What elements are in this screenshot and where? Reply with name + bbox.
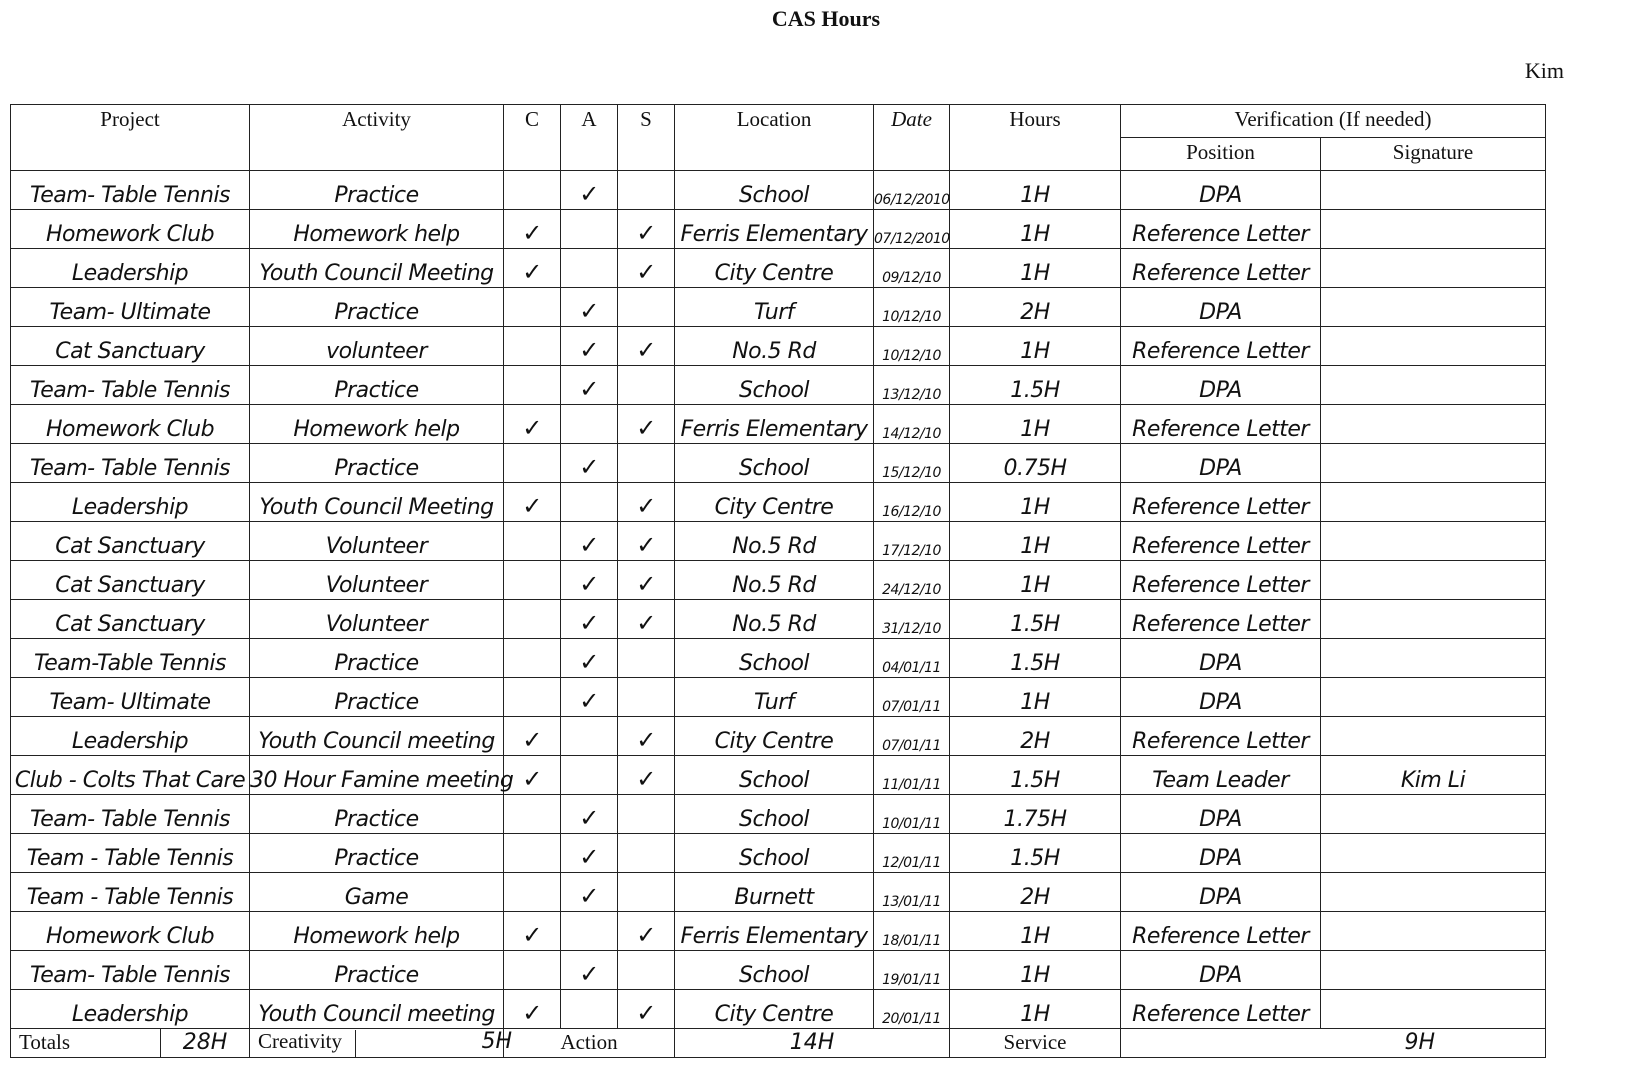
date-cell: 18/01/11	[874, 912, 950, 951]
creativity-check	[504, 600, 561, 639]
activity-cell: Volunteer	[250, 600, 504, 639]
header-location: Location	[675, 105, 874, 171]
location-cell: City Centre	[675, 249, 874, 288]
position-cell: Reference Letter	[1121, 405, 1321, 444]
hours-cell: 1H	[950, 171, 1121, 210]
signature-cell	[1321, 639, 1546, 678]
project-cell: Leadership	[11, 483, 250, 522]
activity-cell: Game	[250, 873, 504, 912]
creativity-label: Creativity	[258, 1029, 342, 1053]
hours-cell: 1H	[950, 405, 1121, 444]
hours-cell: 1H	[950, 522, 1121, 561]
date-cell: 12/01/11	[874, 834, 950, 873]
project-cell: Cat Sanctuary	[11, 522, 250, 561]
position-cell: DPA	[1121, 795, 1321, 834]
signature-cell	[1321, 678, 1546, 717]
table-row	[11, 834, 1546, 873]
header-position: Position	[1121, 138, 1321, 171]
hours-cell: 1.5H	[950, 366, 1121, 405]
hours-cell: 1H	[950, 678, 1121, 717]
signature-cell	[1321, 522, 1546, 561]
project-cell: Leadership	[11, 990, 250, 1029]
service-check	[618, 444, 675, 483]
activity-cell: Volunteer	[250, 561, 504, 600]
position-cell: Reference Letter	[1121, 210, 1321, 249]
activity-cell: Practice	[250, 288, 504, 327]
table-row	[11, 990, 1546, 1029]
date-cell: 13/01/11	[874, 873, 950, 912]
action-check	[561, 483, 618, 522]
date-cell: 15/12/10	[874, 444, 950, 483]
service-check	[618, 834, 675, 873]
action-check	[561, 249, 618, 288]
creativity-check	[504, 951, 561, 990]
action-check: ✓	[561, 600, 618, 639]
location-cell: School	[675, 639, 874, 678]
position-cell: DPA	[1121, 951, 1321, 990]
creativity-value: 5H	[481, 1029, 513, 1054]
location-cell: School	[675, 951, 874, 990]
position-cell: Team Leader	[1121, 756, 1321, 795]
action-check: ✓	[561, 834, 618, 873]
position-cell: Reference Letter	[1121, 912, 1321, 951]
hours-cell: 0.75H	[950, 444, 1121, 483]
hours-cell: 1.5H	[950, 834, 1121, 873]
position-cell: DPA	[1121, 366, 1321, 405]
location-cell: No.5 Rd	[675, 600, 874, 639]
date-cell: 07/12/2010	[874, 210, 950, 249]
activity-cell: 30 Hour Famine meeting	[250, 756, 504, 795]
activity-cell: Practice	[250, 639, 504, 678]
location-cell: No.5 Rd	[675, 561, 874, 600]
position-cell: DPA	[1121, 639, 1321, 678]
activity-cell: Practice	[250, 678, 504, 717]
action-check: ✓	[561, 639, 618, 678]
hours-cell: 1H	[950, 483, 1121, 522]
hours-cell: 1.5H	[950, 639, 1121, 678]
creativity-check	[504, 171, 561, 210]
table-row	[11, 873, 1546, 912]
table-row	[11, 717, 1546, 756]
position-cell: Reference Letter	[1121, 717, 1321, 756]
location-cell: School	[675, 795, 874, 834]
project-cell: Team - Table Tennis	[11, 873, 250, 912]
location-cell: City Centre	[675, 990, 874, 1029]
location-cell: Burnett	[675, 873, 874, 912]
hours-cell: 1H	[950, 561, 1121, 600]
signature-cell	[1321, 327, 1546, 366]
action-check	[561, 756, 618, 795]
student-name: Kim	[1524, 58, 1564, 83]
position-cell: Reference Letter	[1121, 990, 1321, 1029]
project-cell: Team- Table Tennis	[11, 951, 250, 990]
table-row	[11, 756, 1546, 795]
project-cell: Team - Table Tennis	[11, 834, 250, 873]
table-row	[11, 561, 1546, 600]
service-check: ✓	[618, 600, 675, 639]
table-row	[11, 678, 1546, 717]
creativity-check	[504, 444, 561, 483]
location-cell: No.5 Rd	[675, 327, 874, 366]
header-verification: Verification (If needed)	[1121, 105, 1546, 138]
hours-cell: 1.75H	[950, 795, 1121, 834]
date-cell: 04/01/11	[874, 639, 950, 678]
table-body	[11, 171, 1546, 1029]
signature-cell	[1321, 990, 1546, 1029]
location-cell: Turf	[675, 678, 874, 717]
signature-cell	[1321, 444, 1546, 483]
location-cell: School	[675, 444, 874, 483]
hours-cell: 1H	[950, 990, 1121, 1029]
service-check: ✓	[618, 717, 675, 756]
service-check: ✓	[618, 327, 675, 366]
table-row	[11, 522, 1546, 561]
date-cell: 07/01/11	[874, 678, 950, 717]
table-row	[11, 444, 1546, 483]
activity-cell: Youth Council Meeting	[250, 249, 504, 288]
date-cell: 17/12/10	[874, 522, 950, 561]
table-row	[11, 483, 1546, 522]
date-cell: 10/12/10	[874, 327, 950, 366]
signature-cell	[1321, 951, 1546, 990]
creativity-check	[504, 288, 561, 327]
action-check	[561, 912, 618, 951]
creativity-check: ✓	[504, 912, 561, 951]
service-check: ✓	[618, 405, 675, 444]
activity-cell: volunteer	[250, 327, 504, 366]
table-row	[11, 405, 1546, 444]
table-row	[11, 600, 1546, 639]
signature-cell	[1321, 288, 1546, 327]
activity-cell: Homework help	[250, 405, 504, 444]
hours-cell: 1H	[950, 951, 1121, 990]
service-check	[618, 873, 675, 912]
signature-cell: Kim Li	[1321, 756, 1546, 795]
activity-cell: Practice	[250, 834, 504, 873]
date-cell: 19/01/11	[874, 951, 950, 990]
activity-cell: Homework help	[250, 210, 504, 249]
creativity-check: ✓	[504, 990, 561, 1029]
location-cell: School	[675, 366, 874, 405]
hours-cell: 1H	[950, 327, 1121, 366]
date-cell: 31/12/10	[874, 600, 950, 639]
hours-cell: 1H	[950, 210, 1121, 249]
position-cell: Reference Letter	[1121, 561, 1321, 600]
signature-cell	[1321, 405, 1546, 444]
table-row	[11, 327, 1546, 366]
location-cell: School	[675, 756, 874, 795]
project-cell: Homework Club	[11, 210, 250, 249]
service-check: ✓	[618, 756, 675, 795]
service-check	[618, 951, 675, 990]
date-cell: 06/12/2010	[874, 171, 950, 210]
action-value: 14H	[675, 1029, 950, 1058]
signature-cell	[1321, 561, 1546, 600]
table-row	[11, 912, 1546, 951]
action-check: ✓	[561, 951, 618, 990]
hours-cell: 2H	[950, 873, 1121, 912]
project-cell: Cat Sanctuary	[11, 561, 250, 600]
header-action: A	[561, 105, 618, 171]
action-check: ✓	[561, 795, 618, 834]
date-cell: 10/01/11	[874, 795, 950, 834]
signature-cell	[1321, 249, 1546, 288]
service-check	[618, 795, 675, 834]
date-cell: 11/01/11	[874, 756, 950, 795]
service-check	[618, 171, 675, 210]
position-cell: DPA	[1121, 834, 1321, 873]
activity-cell: Youth Council Meeting	[250, 483, 504, 522]
project-cell: Club - Colts That Care	[11, 756, 250, 795]
table-row	[11, 366, 1546, 405]
creativity-total	[250, 1029, 513, 1058]
signature-cell	[1321, 210, 1546, 249]
creativity-check: ✓	[504, 249, 561, 288]
location-cell: City Centre	[675, 483, 874, 522]
service-check: ✓	[618, 522, 675, 561]
creativity-check	[504, 834, 561, 873]
signature-cell	[1321, 873, 1546, 912]
project-cell: Team- Ultimate	[11, 288, 250, 327]
action-check	[561, 717, 618, 756]
signature-cell	[1321, 171, 1546, 210]
action-label: Action	[504, 1029, 675, 1058]
project-cell: Cat Sanctuary	[11, 327, 250, 366]
creativity-check: ✓	[504, 210, 561, 249]
location-cell: School	[675, 171, 874, 210]
creativity-check	[504, 522, 561, 561]
project-cell: Homework Club	[11, 405, 250, 444]
hours-cell: 1.5H	[950, 756, 1121, 795]
activity-cell: Practice	[250, 366, 504, 405]
project-cell: Team- Ultimate	[11, 678, 250, 717]
table-row	[11, 639, 1546, 678]
hours-cell: 2H	[950, 717, 1121, 756]
service-check: ✓	[618, 483, 675, 522]
header-project: Project	[11, 105, 250, 171]
table-row	[11, 249, 1546, 288]
position-cell: Reference Letter	[1121, 522, 1321, 561]
table-row	[11, 795, 1546, 834]
project-cell: Leadership	[11, 249, 250, 288]
service-check	[618, 366, 675, 405]
project-cell: Team- Table Tennis	[11, 171, 250, 210]
service-label: Service	[950, 1029, 1121, 1058]
position-cell: DPA	[1121, 288, 1321, 327]
date-cell: 10/12/10	[874, 288, 950, 327]
creativity-check	[504, 366, 561, 405]
table-row	[11, 288, 1546, 327]
header-creativity: C	[504, 105, 561, 171]
signature-cell	[1321, 600, 1546, 639]
date-cell: 07/01/11	[874, 717, 950, 756]
date-cell: 20/01/11	[874, 990, 950, 1029]
hours-cell: 1H	[950, 249, 1121, 288]
service-value: 9H	[1121, 1029, 1546, 1058]
creativity-check	[504, 873, 561, 912]
position-cell: Reference Letter	[1121, 249, 1321, 288]
signature-cell	[1321, 795, 1546, 834]
date-cell: 16/12/10	[874, 483, 950, 522]
action-check: ✓	[561, 366, 618, 405]
action-check: ✓	[561, 171, 618, 210]
project-cell: Leadership	[11, 717, 250, 756]
action-check: ✓	[561, 561, 618, 600]
action-check: ✓	[561, 873, 618, 912]
hours-cell: 1H	[950, 912, 1121, 951]
activity-cell: Practice	[250, 795, 504, 834]
action-check: ✓	[561, 444, 618, 483]
position-cell: DPA	[1121, 873, 1321, 912]
activity-cell: Practice	[250, 951, 504, 990]
hours-cell: 1.5H	[950, 600, 1121, 639]
service-check: ✓	[618, 249, 675, 288]
page-title: CAS Hours	[771, 6, 881, 31]
hours-cell: 2H	[950, 288, 1121, 327]
activity-cell: Youth Council meeting	[250, 990, 504, 1029]
location-cell: Ferris Elementary	[675, 210, 874, 249]
project-cell: Homework Club	[11, 912, 250, 951]
creativity-check: ✓	[504, 717, 561, 756]
action-check: ✓	[561, 288, 618, 327]
project-cell: Team- Table Tennis	[11, 366, 250, 405]
action-check	[561, 990, 618, 1029]
header-activity: Activity	[250, 105, 504, 171]
action-check: ✓	[561, 678, 618, 717]
creativity-check	[504, 795, 561, 834]
creativity-check	[504, 639, 561, 678]
service-check: ✓	[618, 210, 675, 249]
header-hours: Hours	[950, 105, 1121, 171]
activity-cell: Homework help	[250, 912, 504, 951]
table-row	[11, 210, 1546, 249]
position-cell: Reference Letter	[1121, 483, 1321, 522]
service-check	[618, 288, 675, 327]
position-cell: DPA	[1121, 171, 1321, 210]
position-cell: DPA	[1121, 444, 1321, 483]
totals-row	[11, 1029, 1546, 1058]
creativity-check: ✓	[504, 405, 561, 444]
creativity-check	[504, 561, 561, 600]
action-check	[561, 210, 618, 249]
position-cell: Reference Letter	[1121, 600, 1321, 639]
table-row	[11, 171, 1546, 210]
creativity-check	[504, 327, 561, 366]
creativity-check	[504, 678, 561, 717]
service-check: ✓	[618, 990, 675, 1029]
location-cell: City Centre	[675, 717, 874, 756]
location-cell: Turf	[675, 288, 874, 327]
date-cell: 24/12/10	[874, 561, 950, 600]
table-row	[11, 951, 1546, 990]
service-check: ✓	[618, 561, 675, 600]
project-cell: Team- Table Tennis	[11, 444, 250, 483]
date-cell: 14/12/10	[874, 405, 950, 444]
signature-cell	[1321, 483, 1546, 522]
position-cell: Reference Letter	[1121, 327, 1321, 366]
header-date: Date	[874, 105, 950, 171]
location-cell: Ferris Elementary	[675, 405, 874, 444]
signature-cell	[1321, 366, 1546, 405]
totals-value: 28H	[161, 1029, 250, 1058]
location-cell: No.5 Rd	[675, 522, 874, 561]
action-check	[561, 405, 618, 444]
position-cell: DPA	[1121, 678, 1321, 717]
activity-cell: Practice	[250, 444, 504, 483]
signature-cell	[1321, 717, 1546, 756]
location-cell: Ferris Elementary	[675, 912, 874, 951]
activity-cell: Practice	[250, 171, 504, 210]
cas-hours-table	[10, 104, 1546, 1058]
header-signature: Signature	[1321, 138, 1546, 171]
header-service: S	[618, 105, 675, 171]
signature-cell	[1321, 834, 1546, 873]
date-cell: 13/12/10	[874, 366, 950, 405]
project-cell: Team- Table Tennis	[11, 795, 250, 834]
action-check: ✓	[561, 522, 618, 561]
signature-cell	[1321, 912, 1546, 951]
location-cell: School	[675, 834, 874, 873]
project-cell: Cat Sanctuary	[11, 600, 250, 639]
service-check	[618, 639, 675, 678]
activity-cell: Volunteer	[250, 522, 504, 561]
service-check	[618, 678, 675, 717]
totals-label: Totals	[11, 1029, 161, 1058]
creativity-check: ✓	[504, 756, 561, 795]
service-check: ✓	[618, 912, 675, 951]
activity-cell: Youth Council meeting	[250, 717, 504, 756]
creativity-check: ✓	[504, 483, 561, 522]
project-cell: Team-Table Tennis	[11, 639, 250, 678]
date-cell: 09/12/10	[874, 249, 950, 288]
action-check: ✓	[561, 327, 618, 366]
